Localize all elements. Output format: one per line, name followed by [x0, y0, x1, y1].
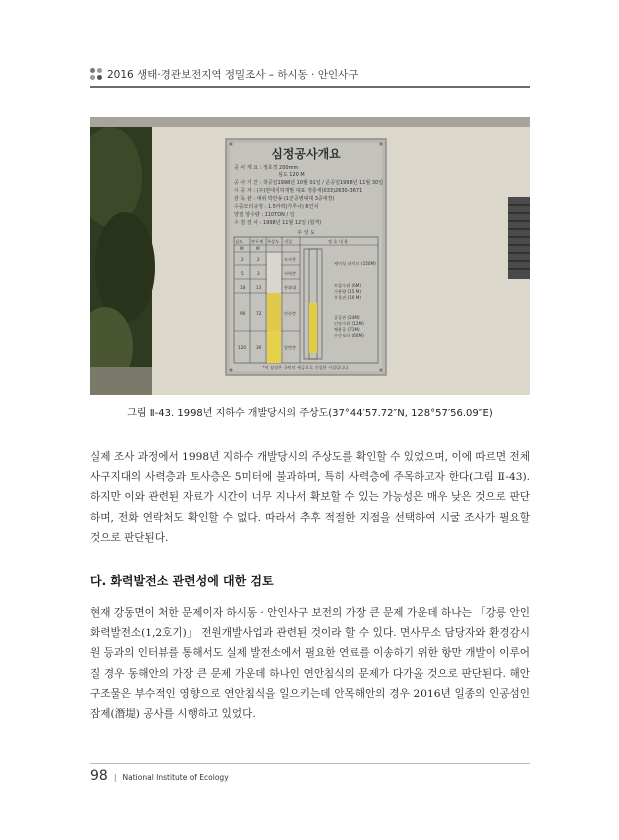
running-header: [90, 64, 530, 84]
dots-icon: [90, 68, 102, 80]
well-note: 공공관 (24M): [334, 315, 360, 320]
sign-footer: *이 심정은 국민의 세금으로 건설한 시설입니다.: [262, 365, 350, 370]
sign-title: 심정공사개요: [271, 147, 341, 161]
page-number: 98: [90, 768, 108, 784]
table-header: 지질: [284, 239, 293, 244]
thickness-cell: 30: [256, 345, 262, 350]
thickness-cell: 2: [257, 257, 260, 262]
sign-subtitle: 주 상 도: [297, 230, 315, 236]
table-header: 층두께: [251, 239, 264, 244]
stratum-cell: 풍화대: [284, 285, 297, 290]
unit-cell: M: [256, 246, 260, 251]
footer-separator: |: [113, 773, 117, 782]
table-header: 정 호 내 용: [328, 239, 349, 244]
sign-row: 공 사 기 간 : 착공일1998년 10월 01일 / 준공일1998년 11월 30일: [234, 180, 384, 186]
thickness-cell: 72: [256, 311, 262, 316]
footer-rule: [90, 763, 530, 764]
page-footer: [90, 768, 229, 784]
sign-row: 심도 120 M: [278, 172, 305, 178]
sign-row: 공 사 개 요 : 정호경 200mm: [234, 165, 299, 171]
sign-row: 수 질 검 사 : 1998년 11월 12일 (합격): [234, 220, 322, 226]
thickness-cell: 13: [256, 285, 262, 290]
table-header: 주상도: [267, 239, 280, 244]
well-note: 토압수위 (6M): [334, 283, 362, 288]
header-rule: [90, 86, 530, 88]
body-paragraph: 실제 조사 과정에서 1998년 지하수 개발당시의 주상도를 확인할 수 있었으며, 이에 따르면 전체 사구지대의 사력층과 토사층은 5미터에 불과하며, 특히 사력층에 주목하고자 한다(그림 Ⅱ-43). 하지만 이와 관련된 자료가 시간이 너무 지나서 확보할 수 있는 가능성은 매우 낮은 것으로 판단하며, 전화 연락처도 확인할 수 없다. 따라서 추후 적절한 지점을 선택하여 시굴 조사가 필요할 것으로 판단된다.: [90, 451, 530, 544]
depth-cell: 18: [240, 285, 246, 290]
depth-cell: 5: [241, 271, 244, 276]
depth-cell: 2: [241, 257, 244, 262]
well-note: 케이싱 파이프 (150M): [334, 261, 376, 266]
footer-organization: National Institute of Ecology: [122, 773, 229, 782]
section-heading: 다. 화력발전소 관련성에 대한 검토: [90, 574, 274, 588]
well-note: 수중모터 (60M): [334, 333, 364, 338]
sign-row: 시 공 자 : (주)천대지하개발 대표 정충세(033)2630-3671: [234, 188, 363, 194]
stratum-cell: 토사층: [284, 257, 297, 262]
unit-cell: M: [240, 246, 244, 251]
sign-row: 감 독 관 : 대위 박만송 (1군공병대대 3중대장): [234, 196, 335, 202]
header-title: 2016 생태·경관보전지역 정밀조사 – 하시동 · 안인사구: [107, 68, 359, 81]
thickness-cell: 3: [257, 271, 260, 276]
stratum-cell: 사력층: [284, 271, 297, 276]
stratum-cell: 암반층: [284, 345, 297, 350]
well-note: 인장수위 (12M): [334, 321, 364, 326]
stratum-cell: 안산층: [284, 311, 297, 316]
sign-row: 수중모터규정 : 1.5마력(가루나) 6인치: [234, 204, 319, 210]
depth-cell: 90: [240, 311, 246, 316]
well-note: 채용공 (71M): [334, 327, 360, 332]
figure-caption: 그림 Ⅱ-43. 1998년 지하수 개발당시의 주상도(37°44′57.72″N, 128°57′56.09″E): [127, 408, 493, 419]
table-header: 심도: [235, 239, 244, 244]
depth-cell: 120: [238, 345, 246, 350]
well-note: 가용량 (15 M): [334, 289, 362, 294]
sign-row: 양질 양수량 : 110TON / 일: [234, 212, 295, 218]
borehole-sign-photo: [90, 117, 530, 395]
body-paragraph: 현재 강동면이 처한 문제이자 하시동 · 안인사구 보전의 가장 큰 문제 가운데 하나는 「강릉 안인화력발전소(1,2호기)」 전원개발사업과 관련된 것이라 할 수 있다. 면사무소 담당자와 환경감시원 등과의 인터뷰를 통해서도 실제 발전소에서 필요한 연료를 이송하기 위한 항만 개발이 이루어질 경우 동해안의 가장 큰 문제 가운데 하나인 연안침식의 문제가 다가올 것으로 판단된다. 해안구조물은 부수적인 영향으로 연안침식을 일으키는데 안목해안의 경우 2016년 일종의 인공섬인 잠제(潛堤) 공사를 시행하고 있었다.: [90, 607, 530, 721]
well-note: 우물관 (10 M): [334, 295, 362, 300]
